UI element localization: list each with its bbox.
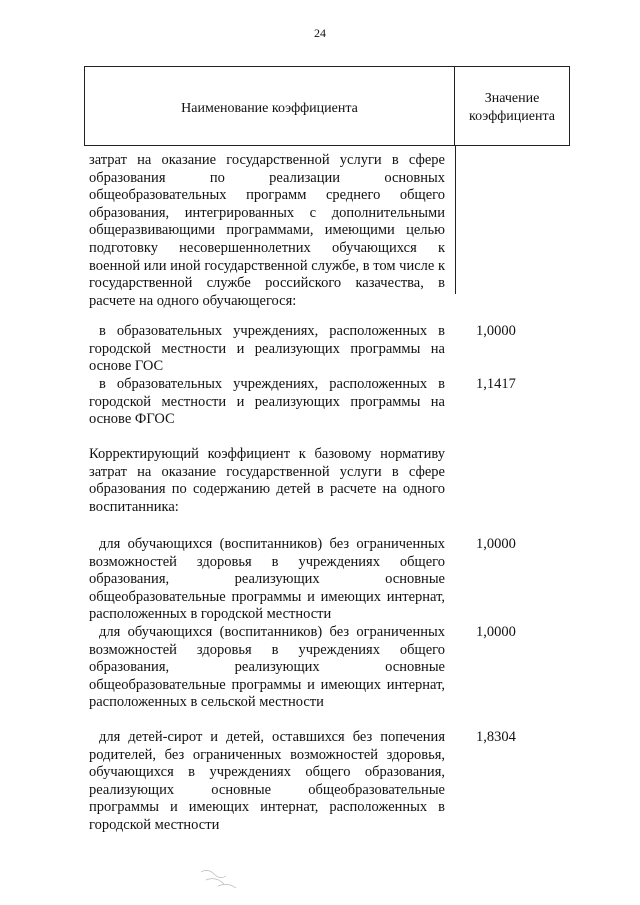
- value-header-line2: коэффициента: [469, 109, 555, 124]
- row-orphans-label: для детей-сирот и детей, оставшихся без попечения родителей, без ограниченных возможностей здоровья, обучающихся в учреждениях общего образования, реализующих основные общеобразовательные программы и имеющих интернат, расположенных в городской местности: [89, 729, 445, 833]
- coefficient-name-header: Наименование коэффициента: [181, 101, 358, 116]
- coefficient-value-header: [454, 67, 569, 145]
- page-number: 24: [314, 26, 326, 40]
- row-gos-value: 1,0000: [476, 323, 516, 339]
- row-urban-boarding-label: для обучающихся (воспитанников) без ограниченных возможностей здоровья в учреждениях общего образования, реализующих основные общеобразовательные программы и имеющих интернат, расположенных в городской местности: [89, 536, 445, 623]
- column-divider: [455, 146, 456, 294]
- row-orphans-value: 1,8304: [476, 729, 516, 745]
- scan-mark: [196, 866, 246, 892]
- value-header-line1: Значение: [484, 91, 540, 106]
- row-rural-boarding-label: для обучающихся (воспитанников) без ограниченных возможностей здоровья в учреждениях общего образования, реализующих основные общеобразовательные программы и имеющих интернат, расположенных в сельской местности: [89, 624, 445, 711]
- section-2-title: Корректирующий коэффициент к базовому нормативу затрат на оказание государственной услуги в сфере образования по содержанию детей в расчете на одного воспитанника:: [89, 446, 445, 515]
- row-fgos-value: 1,1417: [476, 376, 516, 392]
- row-urban-boarding-value: 1,0000: [476, 536, 516, 552]
- table-header: [84, 66, 570, 146]
- continuation-text: затрат на оказание государственной услуги в сфере образования по реализации основных общеобразовательных программ среднего общего образования, интегрированных с дополнительными общеразвивающими программами, имеющими целью подготовку несовершеннолетних обучающихся к военной или иной государственной службе, в том числе к государственной службе российского казачества, в расчете на одного обучающегося:: [89, 152, 445, 309]
- row-rural-boarding-value: 1,0000: [476, 624, 516, 640]
- row-fgos-label: в образовательных учреждениях, расположенных в городской местности и реализующих программы на основе ФГОС: [89, 376, 445, 428]
- row-gos-label: в образовательных учреждениях, расположенных в городской местности и реализующих программы на основе ГОС: [89, 323, 445, 375]
